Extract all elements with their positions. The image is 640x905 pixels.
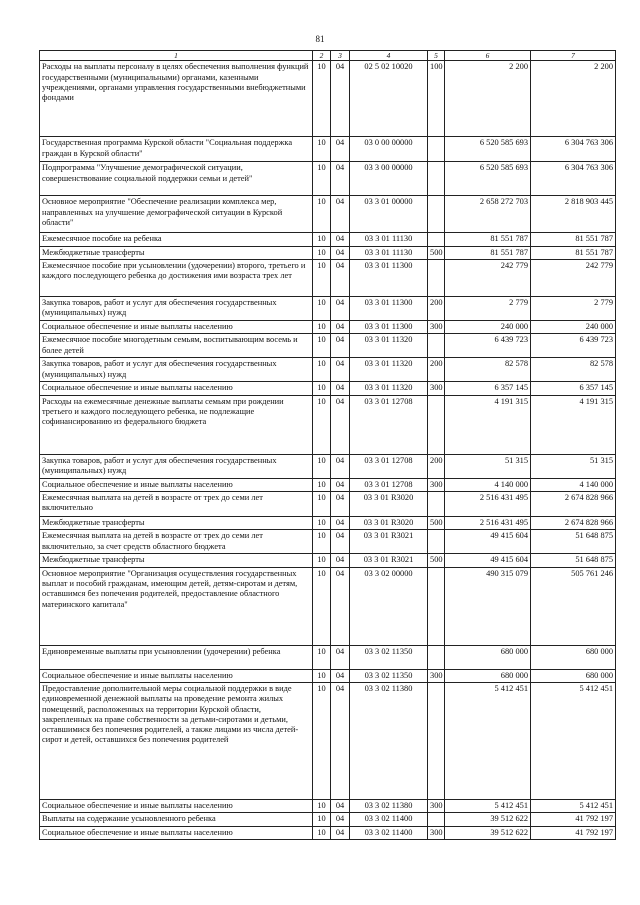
- row-name: Социальное обеспечение и иные выплаты населению: [40, 320, 313, 333]
- table-row: [40, 61, 616, 137]
- expense-type-code: [428, 395, 445, 454]
- expense-type-code: [428, 813, 445, 826]
- amount-year-2: 242 779: [531, 259, 616, 296]
- expense-type-code: 200: [428, 296, 445, 320]
- expense-type-code: [428, 137, 445, 162]
- column-number: 6: [445, 51, 531, 61]
- subsection-code: 04: [331, 826, 350, 839]
- expense-type-code: [428, 491, 445, 516]
- subsection-code: 04: [331, 554, 350, 567]
- section-code: 10: [313, 813, 331, 826]
- amount-year-2: 6 439 723: [531, 334, 616, 358]
- section-code: 10: [313, 454, 331, 478]
- section-code: 10: [313, 137, 331, 162]
- amount-year-2: 240 000: [531, 320, 616, 333]
- section-code: 10: [313, 478, 331, 491]
- section-code: 10: [313, 395, 331, 454]
- table-row: [40, 530, 616, 554]
- subsection-code: 04: [331, 454, 350, 478]
- subsection-code: 04: [331, 61, 350, 137]
- column-number: 1: [40, 51, 313, 61]
- subsection-code: 04: [331, 382, 350, 395]
- table-row: [40, 382, 616, 395]
- amount-year-1: 240 000: [445, 320, 531, 333]
- amount-year-1: 4 191 315: [445, 395, 531, 454]
- amount-year-1: 51 315: [445, 454, 531, 478]
- subsection-code: 04: [331, 395, 350, 454]
- amount-year-2: 4 140 000: [531, 478, 616, 491]
- subsection-code: 04: [331, 530, 350, 554]
- row-name: Закупка товаров, работ и услуг для обеспечения государственных (муниципальных) нужд: [40, 454, 313, 478]
- amount-year-2: 51 648 875: [531, 554, 616, 567]
- table-row: [40, 669, 616, 682]
- subsection-code: 04: [331, 296, 350, 320]
- amount-year-1: 5 412 451: [445, 799, 531, 812]
- amount-year-2: 5 412 451: [531, 799, 616, 812]
- section-code: 10: [313, 61, 331, 137]
- expense-type-code: 500: [428, 554, 445, 567]
- table-row: [40, 645, 616, 669]
- expense-type-code: [428, 233, 445, 246]
- column-number: 5: [428, 51, 445, 61]
- target-article-code: 03 3 02 11350: [350, 669, 428, 682]
- amount-year-2: 6 304 763 306: [531, 162, 616, 196]
- expense-type-code: 200: [428, 358, 445, 382]
- table-row: [40, 233, 616, 246]
- section-code: 10: [313, 233, 331, 246]
- table-row: [40, 196, 616, 233]
- expense-type-code: 500: [428, 516, 445, 529]
- row-name: Социальное обеспечение и иные выплаты населению: [40, 826, 313, 839]
- target-article-code: 03 3 02 11380: [350, 682, 428, 799]
- row-name: Ежемесячное пособие на ребенка: [40, 233, 313, 246]
- amount-year-2: 2 674 828 966: [531, 516, 616, 529]
- subsection-code: 04: [331, 196, 350, 233]
- column-number: 7: [531, 51, 616, 61]
- section-code: 10: [313, 296, 331, 320]
- expense-type-code: 200: [428, 454, 445, 478]
- subsection-code: 04: [331, 334, 350, 358]
- row-name: Закупка товаров, работ и услуг для обеспечения государственных (муниципальных) нужд: [40, 296, 313, 320]
- subsection-code: 04: [331, 645, 350, 669]
- amount-year-2: 680 000: [531, 645, 616, 669]
- amount-year-1: 2 779: [445, 296, 531, 320]
- row-name: Выплаты на содержание усыновленного ребенка: [40, 813, 313, 826]
- amount-year-1: 39 512 622: [445, 813, 531, 826]
- section-code: 10: [313, 382, 331, 395]
- amount-year-1: 6 357 145: [445, 382, 531, 395]
- table-row: [40, 826, 616, 839]
- row-name: Единовременные выплаты при усыновлении (удочерении) ребенка: [40, 645, 313, 669]
- amount-year-2: 81 551 787: [531, 233, 616, 246]
- amount-year-2: 2 200: [531, 61, 616, 137]
- table-row: [40, 454, 616, 478]
- table-row: [40, 567, 616, 645]
- target-article-code: 03 3 01 R3020: [350, 491, 428, 516]
- amount-year-1: 4 140 000: [445, 478, 531, 491]
- section-code: 10: [313, 259, 331, 296]
- amount-year-2: 82 578: [531, 358, 616, 382]
- amount-year-1: 81 551 787: [445, 246, 531, 259]
- subsection-code: 04: [331, 669, 350, 682]
- amount-year-1: 6 520 585 693: [445, 162, 531, 196]
- table-row: [40, 554, 616, 567]
- target-article-code: 03 3 01 11320: [350, 382, 428, 395]
- expense-type-code: 300: [428, 826, 445, 839]
- target-article-code: 03 3 01 R3020: [350, 516, 428, 529]
- table-row: [40, 320, 616, 333]
- row-name: Социальное обеспечение и иные выплаты населению: [40, 478, 313, 491]
- amount-year-2: 680 000: [531, 669, 616, 682]
- row-name: Ежемесячное пособие при усыновлении (удочерении) второго, третьего и каждого последующего ребенка до достижения ими возраста трех лет: [40, 259, 313, 296]
- row-name: Ежемесячная выплата на детей в возрасте от трех до семи лет включительно, за счет средств областного бюджета: [40, 530, 313, 554]
- table-row: [40, 799, 616, 812]
- section-code: 10: [313, 162, 331, 196]
- expense-type-code: 300: [428, 382, 445, 395]
- section-code: 10: [313, 682, 331, 799]
- row-name: Социальное обеспечение и иные выплаты населению: [40, 382, 313, 395]
- row-name: Межбюджетные трансферты: [40, 516, 313, 529]
- target-article-code: 03 3 01 R3021: [350, 554, 428, 567]
- column-number: 2: [313, 51, 331, 61]
- amount-year-1: 6 520 585 693: [445, 137, 531, 162]
- amount-year-2: 6 357 145: [531, 382, 616, 395]
- amount-year-1: 680 000: [445, 645, 531, 669]
- expense-type-code: [428, 567, 445, 645]
- expense-type-code: [428, 162, 445, 196]
- target-article-code: 03 3 02 11380: [350, 799, 428, 812]
- section-code: 10: [313, 196, 331, 233]
- target-article-code: 03 3 00 00000: [350, 162, 428, 196]
- amount-year-1: 5 412 451: [445, 682, 531, 799]
- target-article-code: 03 3 01 11320: [350, 334, 428, 358]
- amount-year-1: 82 578: [445, 358, 531, 382]
- amount-year-1: 2 516 431 495: [445, 516, 531, 529]
- amount-year-1: 2 516 431 495: [445, 491, 531, 516]
- amount-year-1: 490 315 079: [445, 567, 531, 645]
- expense-type-code: [428, 645, 445, 669]
- expense-type-code: [428, 530, 445, 554]
- target-article-code: 03 0 00 00000: [350, 137, 428, 162]
- subsection-code: 04: [331, 491, 350, 516]
- amount-year-2: 505 761 246: [531, 567, 616, 645]
- row-name: Межбюджетные трансферты: [40, 554, 313, 567]
- section-code: 10: [313, 567, 331, 645]
- row-name: Ежемесячное пособие многодетным семьям, воспитывающим восемь и более детей: [40, 334, 313, 358]
- target-article-code: 03 3 01 00000: [350, 196, 428, 233]
- target-article-code: 03 3 02 11350: [350, 645, 428, 669]
- subsection-code: 04: [331, 799, 350, 812]
- amount-year-2: 51 648 875: [531, 530, 616, 554]
- row-name: Ежемесячная выплата на детей в возрасте от трех до семи лет включительно: [40, 491, 313, 516]
- amount-year-2: 2 818 903 445: [531, 196, 616, 233]
- target-article-code: 03 3 01 11300: [350, 320, 428, 333]
- section-code: 10: [313, 491, 331, 516]
- row-name: Расходы на выплаты персоналу в целях обеспечения выполнения функций государственными (муниципальными) органами, казенными учреждениями, органами управления государственными внебюджетными фондами: [40, 61, 313, 137]
- subsection-code: 04: [331, 246, 350, 259]
- target-article-code: 03 3 01 11300: [350, 259, 428, 296]
- section-code: 10: [313, 358, 331, 382]
- table-row: [40, 358, 616, 382]
- amount-year-2: 41 792 197: [531, 813, 616, 826]
- amount-year-1: 39 512 622: [445, 826, 531, 839]
- expense-type-code: 300: [428, 799, 445, 812]
- subsection-code: 04: [331, 320, 350, 333]
- target-article-code: 03 3 01 12708: [350, 395, 428, 454]
- subsection-code: 04: [331, 516, 350, 529]
- section-code: 10: [313, 530, 331, 554]
- subsection-code: 04: [331, 358, 350, 382]
- subsection-code: 04: [331, 259, 350, 296]
- row-name: Подпрограмма "Улучшение демографической ситуации, совершенствование социальной поддержки семьи и детей": [40, 162, 313, 196]
- amount-year-2: 4 191 315: [531, 395, 616, 454]
- amount-year-1: 2 200: [445, 61, 531, 137]
- row-name: Социальное обеспечение и иные выплаты населению: [40, 799, 313, 812]
- table-row: [40, 137, 616, 162]
- section-code: 10: [313, 645, 331, 669]
- subsection-code: 04: [331, 478, 350, 491]
- expense-type-code: 100: [428, 61, 445, 137]
- target-article-code: 03 3 02 11400: [350, 826, 428, 839]
- row-name: Межбюджетные трансферты: [40, 246, 313, 259]
- amount-year-1: 6 439 723: [445, 334, 531, 358]
- row-name: Государственная программа Курской области "Социальная поддержка граждан в Курской области": [40, 137, 313, 162]
- expense-type-code: 500: [428, 246, 445, 259]
- section-code: 10: [313, 246, 331, 259]
- row-name: Предоставление дополнительной меры социальной поддержки в виде единовременной денежной выплаты на проведение ремонта жилых помещений, расположенных на территории Курской области, закрепленных на праве собственности за детьми-сиротами и детьми, оставшимися без попечения родителей, а также лицами из числа детей-сирот и детей, оставшихся без попечения родителей: [40, 682, 313, 799]
- table-row: [40, 813, 616, 826]
- row-name: Расходы на ежемесячные денежные выплаты семьям при рождении третьего и каждого последующего ребенка, не подлежащие софинансированию из федерального бюджета: [40, 395, 313, 454]
- target-article-code: 03 3 01 11300: [350, 296, 428, 320]
- target-article-code: 03 3 01 12708: [350, 454, 428, 478]
- expense-type-code: [428, 196, 445, 233]
- row-name: Основное мероприятие "Организация осуществления государственных выплат и пособий гражданам, имеющим детей, детям-сиротам и детям, оставшимся без попечения родителей, предоставление областного материнского капитала": [40, 567, 313, 645]
- amount-year-2: 51 315: [531, 454, 616, 478]
- expense-type-code: 300: [428, 669, 445, 682]
- budget-table: [39, 50, 616, 840]
- section-code: 10: [313, 320, 331, 333]
- amount-year-1: 49 415 604: [445, 530, 531, 554]
- section-code: 10: [313, 554, 331, 567]
- page-number: 81: [315, 34, 325, 44]
- table-row: [40, 478, 616, 491]
- table-row: [40, 296, 616, 320]
- expense-type-code: [428, 334, 445, 358]
- target-article-code: 03 3 02 00000: [350, 567, 428, 645]
- amount-year-2: 41 792 197: [531, 826, 616, 839]
- target-article-code: 03 3 01 R3021: [350, 530, 428, 554]
- amount-year-2: 81 551 787: [531, 246, 616, 259]
- amount-year-1: 81 551 787: [445, 233, 531, 246]
- table-row: [40, 682, 616, 799]
- table-row: [40, 491, 616, 516]
- section-code: 10: [313, 334, 331, 358]
- amount-year-2: 6 304 763 306: [531, 137, 616, 162]
- table-row: [40, 395, 616, 454]
- amount-year-2: 2 779: [531, 296, 616, 320]
- subsection-code: 04: [331, 162, 350, 196]
- target-article-code: 03 3 01 11320: [350, 358, 428, 382]
- target-article-code: 03 3 02 11400: [350, 813, 428, 826]
- subsection-code: 04: [331, 567, 350, 645]
- amount-year-1: 49 415 604: [445, 554, 531, 567]
- table-row: [40, 516, 616, 529]
- amount-year-1: 680 000: [445, 669, 531, 682]
- column-number-row: [40, 51, 616, 61]
- target-article-code: 02 5 02 10020: [350, 61, 428, 137]
- expense-type-code: 300: [428, 320, 445, 333]
- expense-type-code: [428, 259, 445, 296]
- subsection-code: 04: [331, 682, 350, 799]
- subsection-code: 04: [331, 233, 350, 246]
- target-article-code: 03 3 01 11130: [350, 233, 428, 246]
- table-row: [40, 259, 616, 296]
- column-number: 4: [350, 51, 428, 61]
- expense-type-code: 300: [428, 478, 445, 491]
- table-row: [40, 334, 616, 358]
- row-name: Закупка товаров, работ и услуг для обеспечения государственных (муниципальных) нужд: [40, 358, 313, 382]
- section-code: 10: [313, 799, 331, 812]
- amount-year-1: 2 658 272 703: [445, 196, 531, 233]
- section-code: 10: [313, 669, 331, 682]
- column-number: 3: [331, 51, 350, 61]
- subsection-code: 04: [331, 813, 350, 826]
- subsection-code: 04: [331, 137, 350, 162]
- row-name: Основное мероприятие "Обеспечение реализации комплекса мер, направленных на улучшение демографической ситуации в Курской области": [40, 196, 313, 233]
- expense-type-code: [428, 682, 445, 799]
- section-code: 10: [313, 826, 331, 839]
- table-row: [40, 246, 616, 259]
- target-article-code: 03 3 01 11130: [350, 246, 428, 259]
- target-article-code: 03 3 01 12708: [350, 478, 428, 491]
- amount-year-2: 5 412 451: [531, 682, 616, 799]
- amount-year-1: 242 779: [445, 259, 531, 296]
- section-code: 10: [313, 516, 331, 529]
- table-row: [40, 162, 616, 196]
- row-name: Социальное обеспечение и иные выплаты населению: [40, 669, 313, 682]
- amount-year-2: 2 674 828 966: [531, 491, 616, 516]
